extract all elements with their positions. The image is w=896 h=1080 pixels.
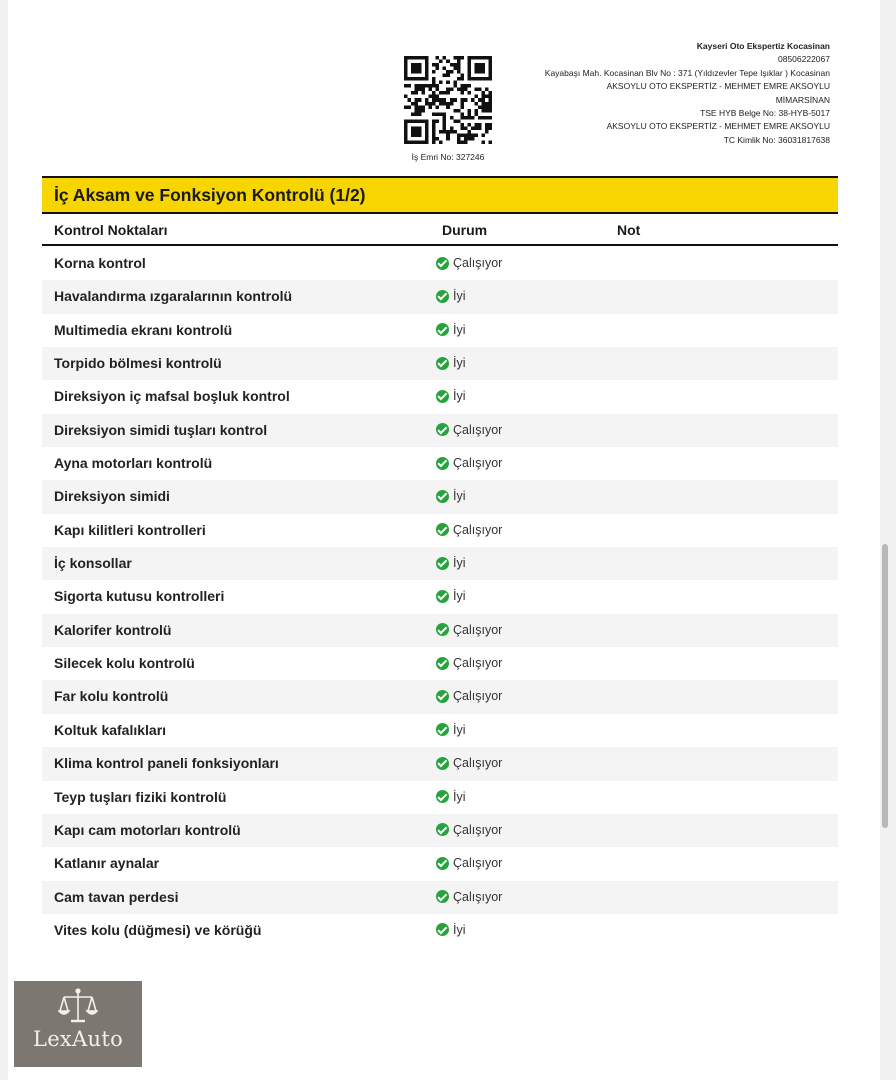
checkpoint-label: Kapı cam motorları kontrolü (54, 821, 241, 838)
company-certificate: TSE HYB Belge No: 38-HYB-5017 (700, 108, 830, 119)
scales-icon (58, 987, 98, 1027)
checkpoint-label: Klima kontrol paneli fonksiyonları (54, 755, 279, 772)
scrollbar-thumb[interactable] (882, 544, 888, 828)
table-row (42, 881, 838, 914)
status-text: İyi (453, 722, 466, 737)
status-cell (436, 756, 502, 770)
check-circle-icon (436, 923, 449, 936)
table-row (42, 380, 838, 413)
status-text: Çalışıyor (453, 822, 503, 837)
status-text: Çalışıyor (453, 856, 503, 871)
checkpoint-label: Sigorta kutusu kontrolleri (54, 588, 225, 605)
status-cell (436, 790, 466, 804)
company-owner: AKSOYLU OTO EKSPERTİZ - MEHMET EMRE AKSOYLU (606, 81, 830, 92)
checkpoint-label: Direksiyon simidi (54, 488, 170, 505)
table-row (42, 914, 838, 947)
status-cell (436, 389, 466, 403)
check-circle-icon (436, 823, 449, 836)
company-tax-id: TC Kimlik No: 36031817638 (723, 134, 830, 145)
status-text: Çalışıyor (453, 656, 503, 671)
check-circle-icon (436, 257, 449, 270)
check-circle-icon (436, 790, 449, 803)
section-title: İç Aksam ve Fonksiyon Kontrolü (1/2) (42, 176, 838, 214)
checkpoint-label: Korna kontrol (54, 255, 146, 271)
check-circle-icon (436, 623, 449, 636)
status-text: Çalışıyor (453, 622, 503, 637)
table-row (42, 547, 838, 580)
status-text: İyi (453, 289, 466, 304)
status-cell (436, 256, 502, 270)
logo-text: LexAuto (32, 1027, 124, 1051)
status-text: Çalışıyor (453, 756, 503, 771)
status-cell (436, 656, 502, 670)
status-text: Çalışıyor (453, 889, 503, 904)
table-row (42, 781, 838, 814)
status-cell (436, 589, 466, 603)
checkpoint-label: Kapı kilitleri kontrolleri (54, 521, 206, 538)
check-circle-icon (436, 590, 449, 603)
table-row (42, 647, 838, 680)
status-cell (436, 723, 466, 737)
company-address: Kayabaşı Mah. Kocasinan Blv No : 371 (Yıldızevler Tepe Işıklar ) Kocasinan (544, 67, 830, 78)
status-cell (436, 823, 502, 837)
table-header (42, 214, 838, 246)
status-cell (436, 323, 466, 337)
table-row (42, 714, 838, 747)
status-cell (436, 456, 502, 470)
status-cell (436, 623, 502, 637)
check-circle-icon (436, 290, 449, 303)
status-cell (436, 489, 466, 503)
checkpoint-label: Katlanır aynalar (54, 855, 160, 872)
status-text: İyi (453, 489, 466, 504)
status-cell (436, 923, 466, 937)
status-cell (436, 423, 502, 437)
table-row (42, 847, 838, 880)
table-row (42, 747, 838, 780)
status-cell (436, 890, 502, 904)
qr-code-icon (404, 56, 492, 144)
status-text: Çalışıyor (453, 256, 503, 270)
checkpoint-label: Multimedia ekranı kontrolü (54, 321, 233, 338)
work-order-number: İş Emri No: 327246 (411, 152, 485, 162)
status-cell (436, 289, 466, 303)
status-text: Çalışıyor (453, 689, 503, 704)
checkpoint-label: İç konsollar (54, 555, 132, 572)
company-phone: 08506222067 (777, 54, 830, 65)
table-row (42, 514, 838, 547)
check-circle-icon (436, 690, 449, 703)
check-circle-icon (436, 890, 449, 903)
company-owner-repeat: AKSOYLU OTO EKSPERTİZ - MEHMET EMRE AKSOYLU (606, 121, 830, 132)
check-circle-icon (436, 423, 449, 436)
status-cell (436, 356, 466, 370)
table-row (42, 347, 838, 380)
check-circle-icon (436, 723, 449, 736)
inspection-table-body (42, 247, 838, 947)
checkpoint-label: Direksiyon iç mafsal boşluk kontrol (54, 388, 290, 405)
table-row (42, 680, 838, 713)
column-header-status: Durum (442, 222, 488, 238)
table-row (42, 314, 838, 347)
table-row (42, 447, 838, 480)
check-circle-icon (436, 357, 449, 370)
table-row (42, 580, 838, 613)
check-circle-icon (436, 857, 449, 870)
status-text: İyi (453, 922, 466, 937)
checkpoint-label: Direksiyon simidi tuşları kontrol (54, 421, 268, 438)
checkpoint-label: Koltuk kafalıkları (54, 721, 167, 738)
table-row (42, 614, 838, 647)
company-info (510, 40, 830, 147)
checkpoint-label: Far kolu kontrolü (54, 688, 169, 705)
status-text: İyi (453, 356, 466, 371)
checkpoint-label: Vites kolu (düğmesi) ve körüğü (54, 921, 262, 938)
status-text: Çalışıyor (453, 456, 503, 471)
status-cell (436, 556, 466, 570)
check-circle-icon (436, 323, 449, 336)
checkpoint-label: Silecek kolu kontrolü (54, 655, 195, 672)
check-circle-icon (436, 757, 449, 770)
table-row (42, 814, 838, 847)
status-cell (436, 523, 502, 537)
table-row (42, 480, 838, 513)
status-text: İyi (453, 389, 466, 404)
status-text: İyi (453, 556, 466, 571)
table-row (42, 280, 838, 313)
checkpoint-label: Teyp tuşları fiziki kontrolü (54, 788, 227, 805)
company-name: Kayseri Oto Ekspertiz Kocasinan (696, 41, 830, 51)
check-circle-icon (436, 523, 449, 536)
lexauto-logo (14, 981, 142, 1067)
status-cell (436, 689, 502, 703)
checkpoint-label: Cam tavan perdesi (54, 888, 179, 905)
column-header-note: Not (617, 222, 641, 238)
status-text: İyi (453, 789, 466, 804)
checkpoint-label: Torpido bölmesi kontrolü (54, 355, 222, 372)
column-header-checkpoint: Kontrol Noktaları (54, 222, 168, 238)
checkpoint-label: Havalandırma ızgaralarının kontrolü (54, 288, 293, 305)
status-text: İyi (453, 589, 466, 604)
status-cell (436, 856, 502, 870)
checkpoint-label: Kalorifer kontrolü (54, 621, 172, 638)
status-text: Çalışıyor (453, 522, 503, 537)
table-row (42, 414, 838, 447)
check-circle-icon (436, 457, 449, 470)
check-circle-icon (436, 390, 449, 403)
status-text: İyi (453, 322, 466, 337)
status-text: Çalışıyor (453, 422, 503, 437)
check-circle-icon (436, 490, 449, 503)
company-district: MİMARSİNAN (775, 94, 830, 105)
checkpoint-label: Ayna motorları kontrolü (54, 455, 213, 472)
table-row (42, 247, 838, 280)
check-circle-icon (436, 557, 449, 570)
check-circle-icon (436, 657, 449, 670)
